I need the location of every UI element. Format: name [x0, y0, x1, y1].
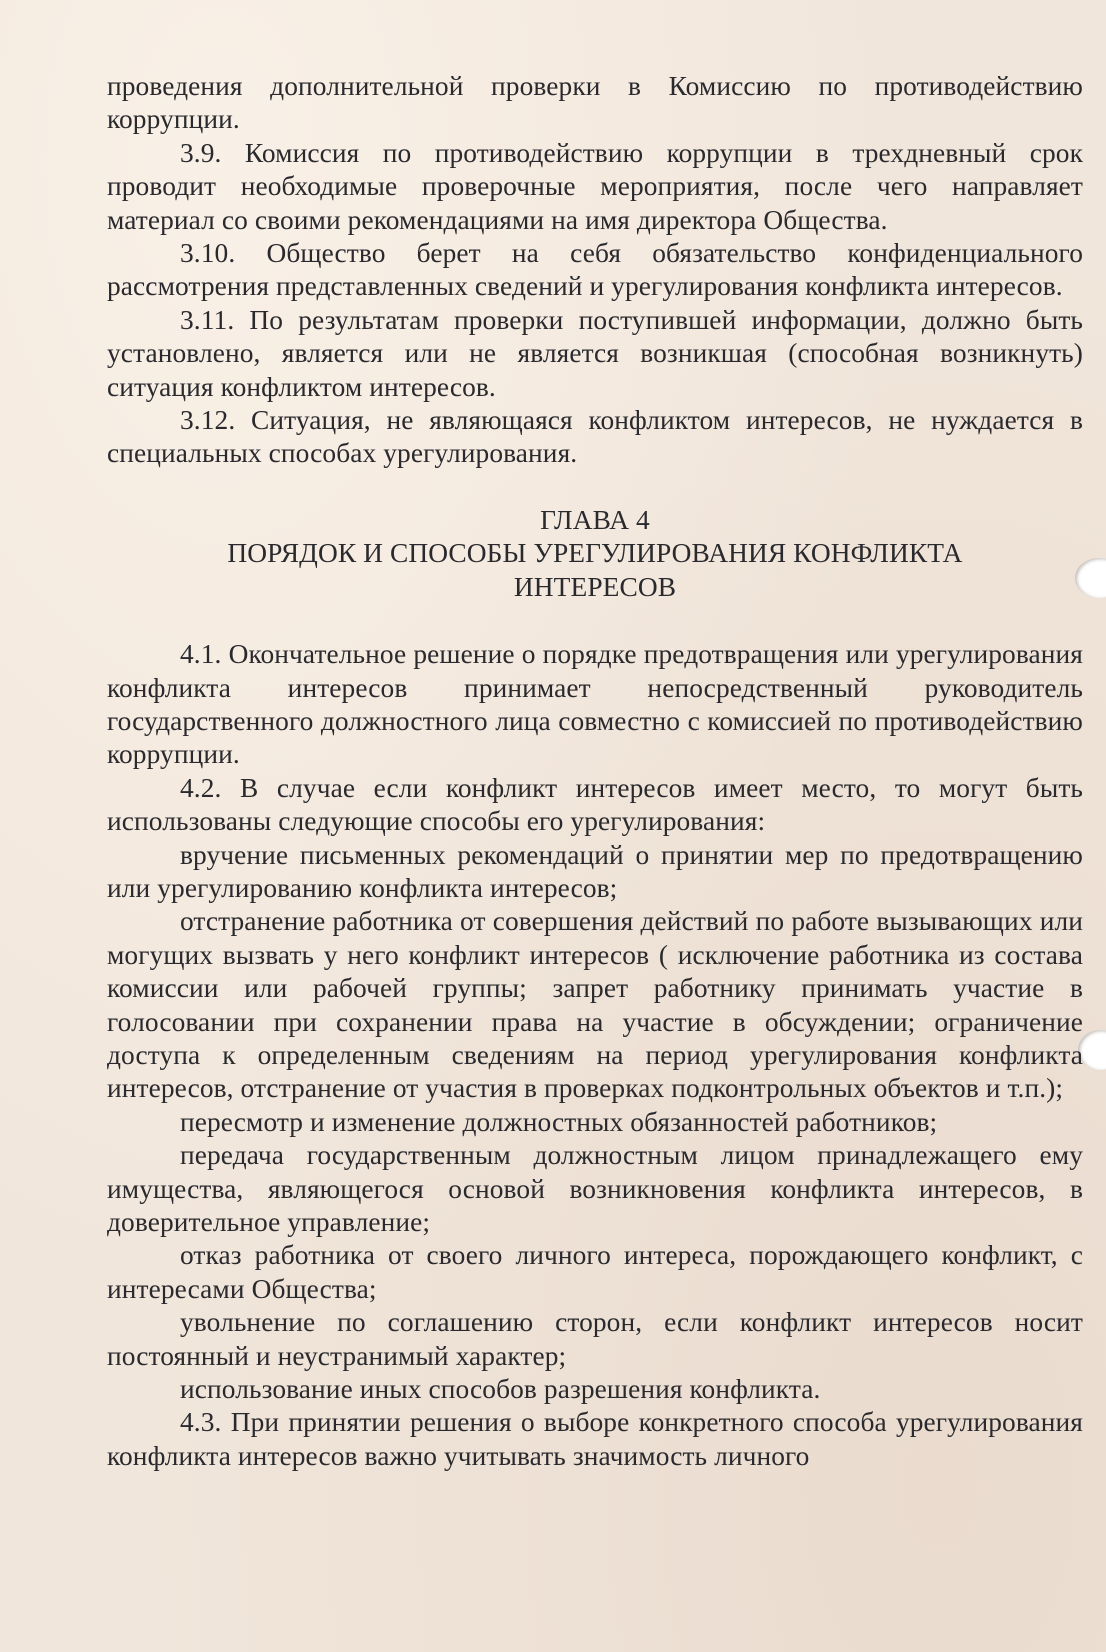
- list-item: увольнение по соглашению сторон, если конфликт интересов носит постоянный и неустранимый характер;: [107, 1307, 1083, 1371]
- paragraph: 3.9. Комиссия по противодействию коррупции в трехдневный срок проводит необходимые проверочные мероприятия, после чего направляет материал со своими рекомендациями на имя директора Общества.: [107, 137, 1083, 235]
- list-item: отказ работника от своего личного интереса, порождающего конфликт, с интересами Общества;: [107, 1240, 1083, 1304]
- paragraph: 4.3. При принятии решения о выборе конкретного способа урегулирования конфликта интересов важно учитывать значимость личного: [107, 1407, 1083, 1471]
- chapter-number: ГЛАВА 4: [540, 504, 650, 535]
- paragraph: 4.1. Окончательное решение о порядке предотвращения или урегулирования конфликта интересов принимает непосредственный руководитель государственного должностного лица совместно с комиссией по противодействию коррупции.: [107, 639, 1083, 770]
- paragraph: 3.10. Общество берет на себя обязательство конфиденциального рассмотрения представленных сведений и урегулирования конфликта интересов.: [107, 238, 1083, 302]
- chapter-title: ПОРЯДОК И СПОСОБЫ УРЕГУЛИРОВАНИЯ КОНФЛИКТА: [227, 538, 963, 569]
- document-body: [107, 70, 1083, 1473]
- list-item: пересмотр и изменение должностных обязанностей работников;: [180, 1106, 938, 1137]
- chapter-title: ИНТЕРЕСОВ: [513, 571, 677, 602]
- paragraph: проведения дополнительной проверки в Комиссию по противодействию коррупции.: [107, 71, 1083, 135]
- list-item: передача государственным должностным лицом принадлежащего ему имущества, являющегося основой возникновения конфликта интересов, в доверительное управление;: [107, 1140, 1083, 1237]
- paragraph: 3.11. По результатам проверки поступившей информации, должно быть установлено, является или не является возникшая (способная возникнуть) ситуация конфликтом интересов.: [107, 304, 1083, 402]
- paragraph: 4.2. В случае если конфликт интересов имеет место, то могут быть использованы следующие способы его урегулирования:: [107, 772, 1083, 837]
- list-item: вручение письменных рекомендаций о принятии мер по предотвращению или урегулированию конфликта интересов;: [107, 839, 1083, 903]
- list-item: отстранение работника от совершения действий по работе вызывающих или могущих вызвать у него конфликт интересов ( исключение работника из состава комиссии или рабочей группы; запрет работнику принимать участие в голосовании при сохранении права на участие в обсуждении; ограничение доступа к определенным сведениям на период урегулирования конфликта интересов, отстранение от участия в проверках подконтрольных объектов и т.п.);: [107, 906, 1083, 1104]
- paragraph: 3.12. Ситуация, не являющаяся конфликтом интересов, не нуждается в специальных способах урегулирования.: [107, 405, 1083, 469]
- list-item: использование иных способов разрешения конфликта.: [180, 1374, 821, 1405]
